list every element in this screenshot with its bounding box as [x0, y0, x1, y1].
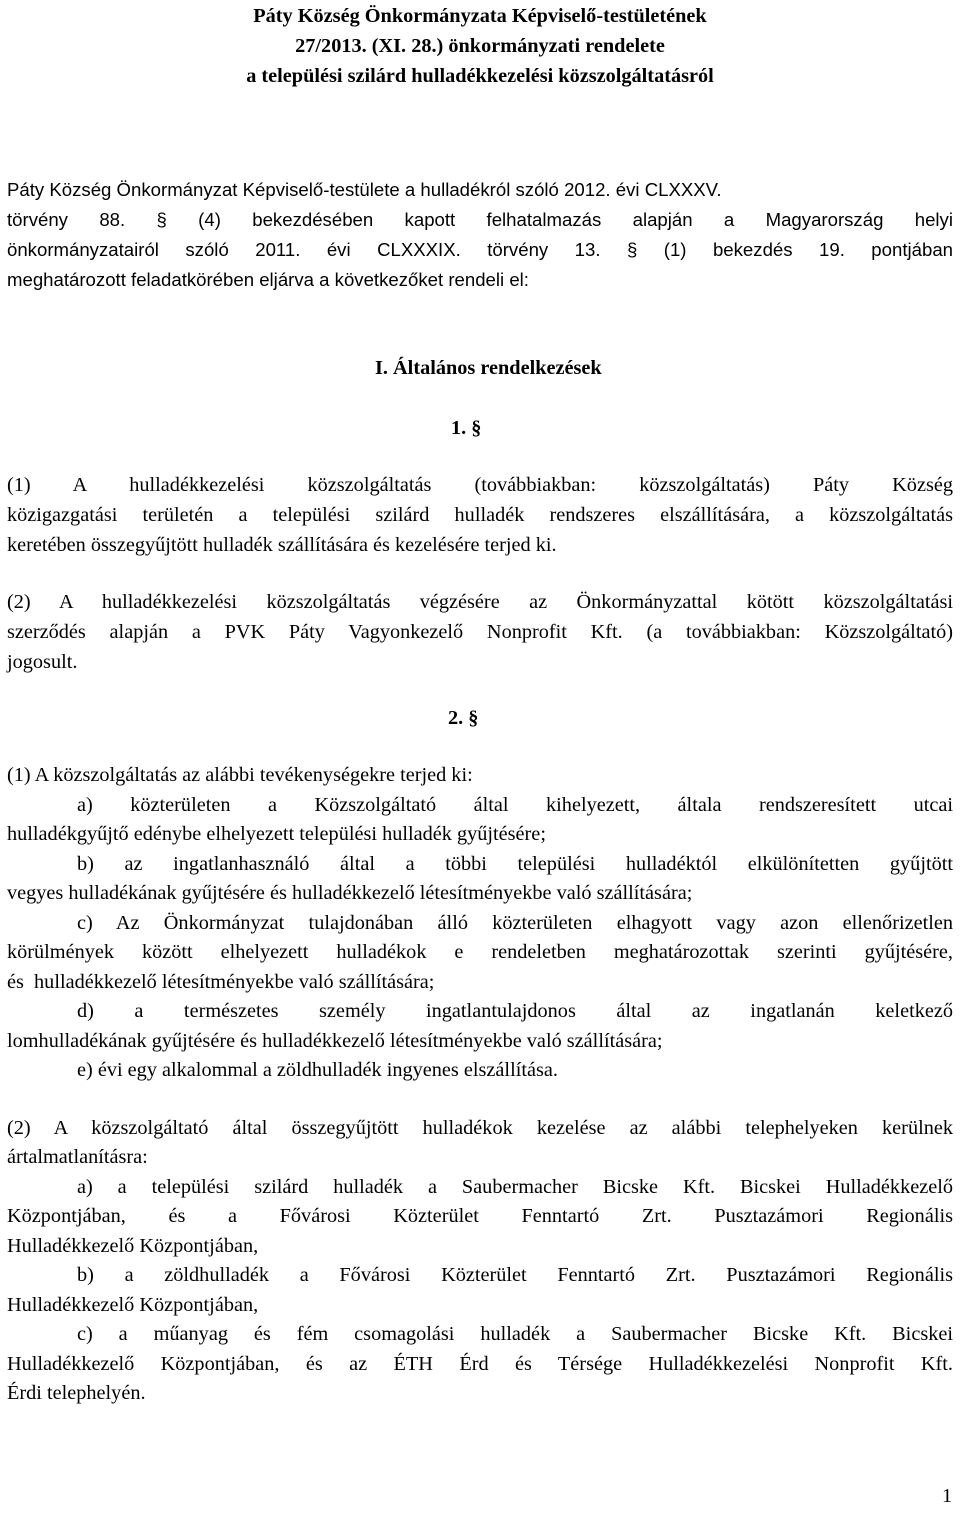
- list-item-line: a) a települési szilárd hulladék a Saubermacher Bicske Kft. Bicskei Hulladékkezelő: [77, 1176, 953, 1198]
- list-item-line: Érdi telephelyén.: [7, 1382, 146, 1404]
- list-item-line: lomhulladékának gyűjtésére és hulladékkezelő létesítményekbe való szállítására;: [7, 1030, 663, 1052]
- list-item-line: a) közterületen a Közszolgáltató által kihelyezett, általa rendszeresített utcai: [77, 794, 953, 816]
- list-item-line: c) Az Önkormányzat tulajdonában álló közterületen elhagyott vagy azon ellenőrizetlen: [77, 912, 953, 934]
- list-item-line: b) az ingatlanhasználó által a többi települési hulladéktól elkülönítetten gyűjtött: [77, 853, 953, 875]
- document-title-line-1: Páty Község Önkormányzata Képviselő-testületének: [253, 5, 707, 27]
- list-item-line: hulladékgyűjtő edénybe elhelyezett települési hulladék gyűjtésére;: [7, 823, 546, 845]
- preamble-line: Páty Község Önkormányzat Képviselő-testülete a hulladékról szóló 2012. évi CLXXXV.: [7, 179, 722, 200]
- list-item-line: c) a műanyag és fém csomagolási hulladék a Saubermacher Bicske Kft. Bicskei: [77, 1323, 953, 1345]
- list-item-line: Hulladékkezelő Központjában,: [7, 1294, 259, 1316]
- document-title-line-3: a települési szilárd hulladékkezelési közszolgáltatásról: [246, 65, 714, 87]
- paragraph-line: (1) A közszolgáltatás az alábbi tevékenységekre terjed ki:: [7, 764, 473, 786]
- list-item-line: vegyes hulladékának gyűjtésére és hulladékkezelő létesítményekbe való szállítására;: [7, 882, 693, 904]
- preamble-line: meghatározott feladatkörében eljárva a következőket rendeli el:: [7, 269, 529, 290]
- paragraph-line: szerződés alapján a PVK Páty Vagyonkezelő Nonprofit Kft. (a továbbiakban: Közszolgáltató): [7, 621, 953, 643]
- list-item-line: e) évi egy alkalommal a zöldhulladék ingyenes elszállítása.: [77, 1059, 558, 1081]
- section-heading-2: 2. §: [448, 707, 479, 729]
- paragraph-line: közigazgatási területén a települési szilárd hulladék rendszeres elszállítására, a közszolgáltatás: [7, 504, 953, 526]
- paragraph-line: (1) A hulladékkezelési közszolgáltatás (továbbiakban: közszolgáltatás) Páty Község: [7, 474, 953, 496]
- paragraph-line: keretében összegyűjtött hulladék szállítására és kezelésére terjed ki.: [7, 534, 557, 556]
- chapter-heading: I. Általános rendelkezések: [375, 357, 602, 379]
- list-item-line: Központjában, és a Fővárosi Közterület Fenntartó Zrt. Pusztazámori Regionális: [7, 1205, 953, 1227]
- list-item-line: körülmények között elhelyezett hulladékok e rendeletben meghatározottak szerinti gyűjtésére,: [7, 941, 953, 963]
- paragraph-line: (2) A közszolgáltató által összegyűjtött hulladékok kezelése az alábbi telephelyeken kerülnek: [7, 1117, 953, 1139]
- document-title-line-2: 27/2013. (XI. 28.) önkormányzati rendelete: [295, 35, 665, 57]
- list-item-line: Hulladékkezelő Központjában,: [7, 1235, 259, 1257]
- list-item-line: d) a természetes személy ingatlantulajdonos által az ingatlanán keletkező: [77, 1000, 953, 1022]
- paragraph-line: ártalmatlanításra:: [7, 1146, 148, 1168]
- preamble-line: önkormányzatairól szóló 2011. évi CLXXXIX. törvény 13. § (1) bekezdés 19. pontjában: [7, 239, 953, 260]
- paragraph-line: jogosult.: [7, 651, 78, 673]
- section-heading-1: 1. §: [451, 417, 482, 439]
- list-item-line: b) a zöldhulladék a Fővárosi Közterület Fenntartó Zrt. Pusztazámori Regionális: [77, 1264, 953, 1286]
- paragraph-line: (2) A hulladékkezelési közszolgáltatás végzésére az Önkormányzattal kötött közszolgáltatási: [7, 591, 953, 613]
- preamble-line: törvény 88. § (4) bekezdésében kapott felhatalmazás alapján a Magyarország helyi: [7, 209, 953, 230]
- list-item-line: és hulladékkezelő létesítményekbe való szállítására;: [7, 971, 435, 993]
- page-number: 1: [942, 1485, 953, 1507]
- list-item-line: Hulladékkezelő Központjában, és az ÉTH Érd és Térsége Hulladékkezelési Nonprofit Kft.: [7, 1353, 953, 1375]
